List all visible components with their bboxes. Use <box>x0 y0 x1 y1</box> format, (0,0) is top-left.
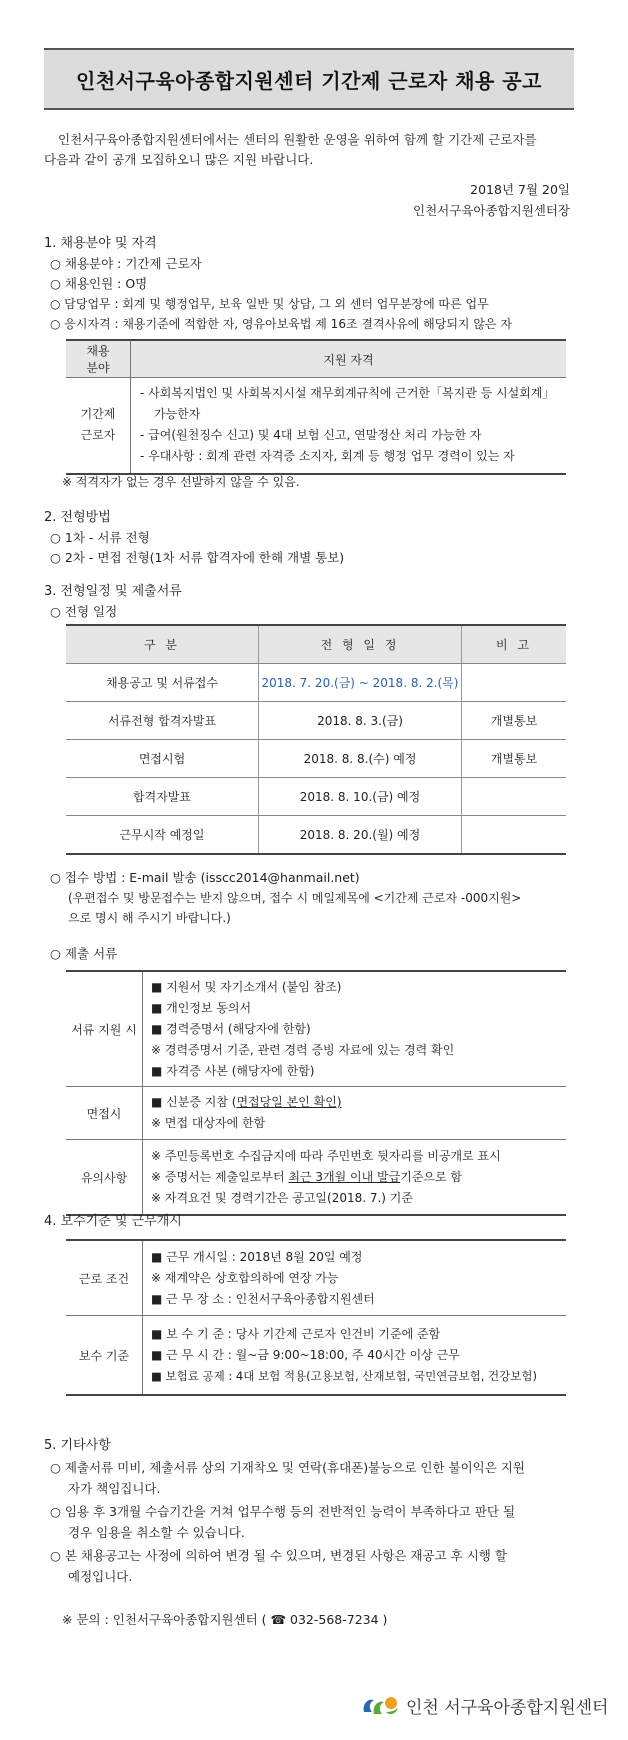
intro-line-1: 인천서구육아종합지원센터에서는 센터의 원활한 운영을 위하여 함께 할 기간제 근로자를 <box>58 132 537 147</box>
sec3-sub: ○ 전형 일정 <box>50 604 118 619</box>
doc-item: ■ 경력증명서 (해당자에 한함) <box>151 1021 311 1036</box>
schedule-header: 비 고 <box>462 625 567 664</box>
submit-method-detail: (우편접수 및 방문접수는 받지 않으며, 접수 시 메일제목에 <기간제 근로자 -000지원> <box>68 891 522 905</box>
schedule-note: 개별통보 <box>462 740 567 778</box>
schedule-stage: 합격자발표 <box>66 778 259 816</box>
qual-item: - 우대사항 : 회계 관련 자격증 소지자, 회계 등 행정 업무 경력이 있는 자 <box>140 449 515 464</box>
qual-field-cell <box>66 378 131 474</box>
page-title: 인천서구육아종합지원센터 기간제 근로자 채용 공고 <box>76 68 542 93</box>
schedule-stage: 면접시험 <box>66 740 259 778</box>
schedule-stage: 서류전형 합격자발표 <box>66 702 259 740</box>
sec1-item: ○ 채용분야 : 기간제 근로자 <box>50 256 202 271</box>
doc-text: 기준으로 함 <box>400 1169 463 1184</box>
docs-label: 면접시 <box>66 1087 143 1140</box>
doc-text-underline: 면접당일 본인 확인) <box>236 1095 342 1109</box>
sec5-item-cont: 자가 책임집니다. <box>68 1481 161 1496</box>
cond-label: 근로 조건 <box>66 1240 143 1316</box>
submit-method: ○ 접수 방법 : E-mail 발송 (isscc2014@hanmail.net) <box>50 870 360 885</box>
doc-text-underline: 최근 3개월 이내 발급 <box>288 1169 401 1184</box>
table-row <box>66 778 566 816</box>
qualification-table <box>66 339 566 475</box>
qual-field-text: 근로자 <box>80 428 116 443</box>
docs-caution-cell <box>143 1140 567 1216</box>
sec5-item-cont: 경우 임용을 취소할 수 있습니다. <box>68 1525 245 1540</box>
doc-item: ※ 면접 대상자에 한함 <box>151 1116 266 1130</box>
schedule-date: 2018. 8. 20.(월) 예정 <box>259 816 462 855</box>
qual-list-cell <box>131 378 567 474</box>
schedule-note <box>462 778 567 816</box>
title-banner <box>44 48 574 110</box>
pay-item: ■ 근 무 시 간 : 월~금 9:00~18:00, 주 40시간 이상 근무 <box>151 1347 460 1362</box>
schedule-date: 2018. 8. 10.(금) 예정 <box>259 778 462 816</box>
cond-cell <box>143 1240 567 1316</box>
docs-interview-cell <box>143 1087 567 1140</box>
sec2-item: ○ 2차 - 면접 전형(1차 서류 합격자에 한해 개별 통보) <box>50 550 345 565</box>
schedule-stage: 근무시작 예정일 <box>66 816 259 855</box>
schedule-date: 2018. 7. 20.(금) ~ 2018. 8. 2.(목) <box>259 664 462 702</box>
center-logo-text: 인천 서구육아종합지원센터 <box>406 1697 609 1718</box>
schedule-header: 전 형 일 정 <box>259 625 462 664</box>
table-row <box>66 664 566 702</box>
docs-apply-cell <box>143 971 567 1087</box>
doc-text: ※ 증명서는 제출일로부터 <box>151 1169 289 1184</box>
qual-item: - 급여(원천징수 신고) 및 4대 보험 신고, 연말정산 처리 가능한 자 <box>140 428 482 443</box>
docs-label: 서류 지원 시 <box>66 971 143 1087</box>
schedule-header: 구 분 <box>66 625 259 664</box>
schedule-note: 개별통보 <box>462 702 567 740</box>
sec5-item: ○ 본 채용공고는 사정에 의하여 변경 될 수 있으며, 변경된 사항은 재공고 후 시행 할 <box>50 1548 507 1563</box>
sec2-heading: 2. 전형방법 <box>44 510 111 525</box>
documents-table <box>66 970 566 1216</box>
docs-label: 유의사항 <box>66 1140 143 1216</box>
pay-cell <box>143 1316 567 1396</box>
doc-item: ■ 개인정보 동의서 <box>151 1000 252 1015</box>
qual-item: 가능한자 <box>154 407 201 422</box>
sec1-item: ○ 채용인원 : O명 <box>50 276 148 291</box>
sec2-item: ○ 1차 - 서류 전형 <box>50 530 150 545</box>
center-logo <box>360 1692 608 1718</box>
contact-info: ※ 문의 : 인천서구육아종합지원센터 ( ☎ 032-568-7234 ) <box>62 1612 388 1627</box>
table-row <box>66 740 566 778</box>
sec1-note: ※ 적격자가 없는 경우 선발하지 않을 수 있음. <box>62 475 300 489</box>
schedule-note <box>462 816 567 855</box>
schedule-date: 2018. 8. 3.(금) <box>259 702 462 740</box>
sec1-heading: 1. 채용분야 및 자격 <box>44 236 157 251</box>
doc-item: ※ 주민등록번호 수집금지에 따라 주민번호 뒷자리를 비공개로 표시 <box>151 1148 501 1163</box>
conditions-table <box>66 1239 566 1396</box>
notice-date: 2018년 7월 20일 <box>470 182 570 197</box>
sec3-heading: 3. 전형일정 및 제출서류 <box>44 584 182 599</box>
cond-item: ■ 근무 개시일 : 2018년 8월 20일 예정 <box>151 1249 363 1264</box>
cond-item: ■ 근 무 장 소 : 인천서구육아종합지원센터 <box>151 1291 375 1306</box>
docs-heading: ○ 제출 서류 <box>50 946 118 961</box>
doc-item: ※ 자격요건 및 경력기간은 공고일(2018. 7.) 기준 <box>151 1190 413 1205</box>
pay-item: ■ 보 수 기 준 : 당사 기간제 근로자 인건비 기준에 준함 <box>151 1326 441 1341</box>
schedule-stage: 채용공고 및 서류접수 <box>66 664 259 702</box>
doc-item <box>151 1167 558 1188</box>
doc-item: ※ 경력증명서 기준, 관련 경력 증빙 자료에 있는 경력 확인 <box>151 1042 455 1057</box>
qual-item: - 사회복지법인 및 사회복지시설 재무회계규칙에 근거한「복지관 등 시설회계」 <box>140 386 555 401</box>
qual-field-text: 기간제 <box>80 407 116 422</box>
qual-header-quals: 지원 자격 <box>131 340 567 378</box>
intro-line-2: 다음과 같이 공개 모집하오니 많은 지원 바랍니다. <box>44 152 314 167</box>
sec5-item: ○ 제출서류 미비, 제출서류 상의 기재착오 및 연락(휴대폰)불능으로 인한 불이익은 지원 <box>50 1460 525 1475</box>
pay-label: 보수 기준 <box>66 1316 143 1396</box>
doc-item <box>151 1092 558 1113</box>
sec5-heading: 5. 기타사항 <box>44 1438 111 1453</box>
pay-item: ■ 보험료 공제 : 4대 보험 적용(고용보험, 산재보험, 국민연금보험, 건강보험) <box>151 1368 537 1383</box>
sec1-item: ○ 응시자격 : 채용기준에 적합한 자, 영유아보육법 제 16조 결격사유에 해당되지 않은 자 <box>50 317 512 331</box>
qual-header-text: 분야 <box>86 361 110 375</box>
qual-header-text: 채용 <box>86 344 110 358</box>
table-row <box>66 816 566 855</box>
schedule-date: 2018. 8. 8.(수) 예정 <box>259 740 462 778</box>
sec1-item: ○ 담당업무 : 회계 및 행정업무, 보육 일반 및 상담, 그 외 센터 업무분장에 따른 업무 <box>50 297 489 311</box>
cond-item: ※ 재계약은 상호합의하에 연장 가능 <box>151 1270 339 1285</box>
doc-item: ■ 자격증 사본 (해당자에 한함) <box>151 1063 315 1078</box>
doc-item: ■ 지원서 및 자기소개서 (붙임 참조) <box>151 979 342 994</box>
sec5-item-cont: 예정입니다. <box>68 1569 133 1584</box>
doc-text: ■ 신분증 지참 ( <box>151 1095 237 1109</box>
sec5-item: ○ 임용 후 3개월 수습기간을 거쳐 업무수행 등의 전반적인 능력이 부족하다고 판단 될 <box>50 1504 516 1519</box>
schedule-note <box>462 664 567 702</box>
submit-method-detail: 으로 명시 해 주시기 바랍니다.) <box>68 911 231 925</box>
sec4-heading: 4. 보수기준 및 근무개시 <box>44 1214 182 1229</box>
schedule-table <box>66 624 566 855</box>
table-row <box>66 702 566 740</box>
notice-issuer: 인천서구육아종합지원센터장 <box>413 203 570 218</box>
qual-header-field <box>66 340 131 378</box>
center-logo-icon <box>360 1692 400 1718</box>
